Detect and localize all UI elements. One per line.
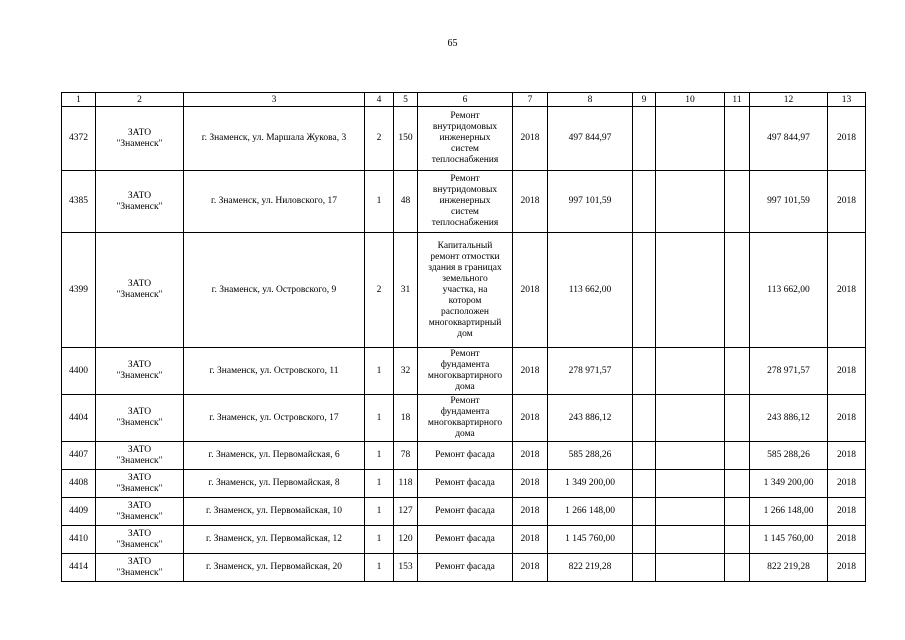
- cell-col13-year: [828, 554, 866, 582]
- cell-col9: [633, 498, 656, 526]
- cell-col4: [365, 498, 394, 526]
- cell-col5-text: 127: [398, 506, 413, 516]
- cell-col5-text: 31: [400, 284, 411, 295]
- cell-col9: [633, 470, 656, 498]
- cell-municipality: [96, 233, 184, 348]
- cell-col13-year-text: 2018: [837, 284, 856, 295]
- cell-year-text: 2018: [520, 478, 540, 488]
- cell-col9: [633, 395, 656, 442]
- cell-col9: [633, 348, 656, 395]
- cell-col12-cost: [750, 171, 828, 233]
- cell-work-type-line: многоквартирного: [427, 371, 503, 381]
- cell-year-text: 2018: [520, 562, 540, 572]
- cell-work-type-line: Ремонт фасада: [435, 562, 495, 572]
- cell-address: [184, 470, 365, 498]
- cell-col5: [394, 348, 418, 395]
- cell-col11: [725, 395, 750, 442]
- cell-col5-text: 153: [398, 562, 413, 572]
- cell-col12-cost-text: 113 662,00: [767, 284, 810, 295]
- cell-work-type-line: теплоснабжения: [431, 218, 499, 228]
- cell-col11: [725, 554, 750, 582]
- table-row: [62, 498, 866, 526]
- column-header: 10: [656, 93, 725, 107]
- cell-municipality-line: "Знаменск": [116, 567, 163, 578]
- cell-year: [513, 348, 548, 395]
- cell-col11: [725, 348, 750, 395]
- cell-col13-year-text: 2018: [837, 133, 856, 143]
- cell-number: [62, 498, 96, 526]
- cell-municipality: [96, 554, 184, 582]
- cell-total-cost: [548, 554, 633, 582]
- column-header: 5: [394, 93, 418, 107]
- cell-address: [184, 171, 365, 233]
- cell-total-cost-text: 1 266 148,00: [565, 506, 615, 516]
- cell-work-type-line: теплоснабжения: [431, 155, 499, 165]
- cell-col4: [365, 107, 394, 171]
- cell-total-cost-text: 278 971,57: [568, 365, 612, 376]
- cell-col12-cost: [750, 233, 828, 348]
- cell-work-type-line: систем: [451, 144, 479, 154]
- cell-municipality: [96, 470, 184, 498]
- cell-col5-text: 32: [400, 365, 411, 376]
- cell-col11: [725, 498, 750, 526]
- cell-year: [513, 526, 548, 554]
- cell-municipality: [96, 526, 184, 554]
- cell-total-cost-text: 497 844,97: [568, 133, 612, 143]
- cell-col12-cost: [750, 442, 828, 470]
- table-row: [62, 442, 866, 470]
- cell-col10: [656, 107, 725, 171]
- cell-number: [62, 470, 96, 498]
- cell-municipality: [96, 498, 184, 526]
- cell-col10: [656, 348, 725, 395]
- cell-col12-cost: [750, 348, 828, 395]
- cell-col13-year: [828, 107, 866, 171]
- cell-work-type: [418, 233, 513, 348]
- cell-work-type-line: Ремонт фасада: [435, 450, 495, 460]
- cell-col12-cost-text: 997 101,59: [767, 196, 810, 206]
- cell-col12-cost: [750, 526, 828, 554]
- cell-col10: [656, 395, 725, 442]
- cell-work-type-line: котором: [448, 295, 482, 306]
- cell-col13-year: [828, 470, 866, 498]
- cell-work-type-line: дома: [455, 429, 475, 439]
- works-table: [61, 92, 866, 582]
- cell-col11: [725, 171, 750, 233]
- cell-total-cost: [548, 348, 633, 395]
- cell-col10: [656, 498, 725, 526]
- table-row: [62, 526, 866, 554]
- cell-municipality: [96, 395, 184, 442]
- cell-municipality-line: "Знаменск": [116, 201, 163, 212]
- cell-col4-text: 1: [376, 365, 382, 376]
- table-body: [62, 107, 866, 582]
- cell-col13-year-text: 2018: [837, 450, 856, 460]
- cell-total-cost: [548, 107, 633, 171]
- cell-col9: [633, 107, 656, 171]
- cell-col12-cost-text: 1 145 760,00: [763, 534, 814, 544]
- table-row: [62, 395, 866, 442]
- cell-number: [62, 348, 96, 395]
- cell-col5-text: 18: [400, 412, 411, 423]
- cell-col12-cost-text: 497 844,97: [767, 133, 810, 143]
- cell-work-type-line: Ремонт фасада: [435, 506, 495, 516]
- table-row: [62, 554, 866, 582]
- table-row: [62, 233, 866, 348]
- cell-col13-year-text: 2018: [837, 506, 856, 516]
- cell-year-text: 2018: [520, 450, 540, 460]
- cell-year-text: 2018: [520, 412, 540, 423]
- cell-col5: [394, 442, 418, 470]
- cell-work-type: [418, 526, 513, 554]
- cell-work-type-line: систем: [451, 207, 479, 217]
- cell-col12-cost-text: 278 971,57: [767, 365, 810, 376]
- cell-number-text: 4408: [69, 478, 88, 488]
- cell-work-type-line: Ремонт фасада: [435, 478, 495, 488]
- cell-year-text: 2018: [520, 284, 540, 295]
- cell-municipality-line: "Знаменск": [116, 483, 163, 494]
- cell-total-cost-text: 585 288,26: [568, 450, 612, 460]
- column-header: 3: [184, 93, 365, 107]
- cell-col13-year-text: 2018: [837, 365, 856, 376]
- cell-municipality-line: ЗАТО: [127, 127, 152, 138]
- cell-col4-text: 1: [376, 450, 382, 460]
- cell-col13-year: [828, 348, 866, 395]
- cell-col10: [656, 470, 725, 498]
- cell-work-type: [418, 498, 513, 526]
- cell-municipality: [96, 107, 184, 171]
- cell-address-text: г. Знаменск, ул. Островского, 11: [209, 365, 339, 376]
- cell-col5: [394, 233, 418, 348]
- cell-work-type: [418, 395, 513, 442]
- cell-work-type-line: Ремонт: [450, 174, 480, 184]
- cell-year-text: 2018: [520, 133, 540, 143]
- cell-year: [513, 498, 548, 526]
- cell-address: [184, 526, 365, 554]
- cell-col5: [394, 554, 418, 582]
- cell-col13-year-text: 2018: [837, 562, 856, 572]
- cell-col12-cost-text: 1 266 148,00: [763, 506, 814, 516]
- cell-col4: [365, 470, 394, 498]
- cell-year: [513, 470, 548, 498]
- cell-col12-cost-text: 243 886,12: [767, 412, 810, 423]
- cell-number: [62, 554, 96, 582]
- column-header: 1: [62, 93, 96, 107]
- cell-municipality: [96, 171, 184, 233]
- cell-work-type-line: фундамента: [440, 407, 490, 417]
- cell-col13-year-text: 2018: [837, 478, 856, 488]
- cell-address-text: г. Знаменск, ул. Островского, 9: [211, 284, 337, 295]
- cell-col13-year-text: 2018: [837, 412, 856, 423]
- cell-col13-year: [828, 442, 866, 470]
- cell-col13-year-text: 2018: [837, 196, 856, 206]
- cell-number: [62, 171, 96, 233]
- cell-col13-year: [828, 233, 866, 348]
- cell-address-text: г. Знаменск, ул. Маршала Жукова, 3: [201, 133, 347, 143]
- cell-total-cost-text: 997 101,59: [568, 196, 612, 206]
- cell-municipality-line: ЗАТО: [127, 360, 152, 370]
- cell-col4-text: 2: [376, 284, 382, 295]
- cell-col9: [633, 554, 656, 582]
- cell-number-text: 4399: [69, 284, 88, 295]
- cell-number-text: 4372: [69, 133, 88, 143]
- column-header: 4: [365, 93, 394, 107]
- table-row: [62, 171, 866, 233]
- cell-municipality-line: ЗАТО: [127, 190, 152, 201]
- cell-col4-text: 1: [376, 196, 382, 206]
- cell-work-type: [418, 171, 513, 233]
- cell-col4-text: 1: [376, 506, 382, 516]
- cell-total-cost-text: 113 662,00: [568, 284, 612, 295]
- cell-year: [513, 107, 548, 171]
- column-header: 2: [96, 93, 184, 107]
- cell-number: [62, 107, 96, 171]
- cell-col4-text: 1: [376, 534, 382, 544]
- cell-col5-text: 48: [400, 196, 411, 206]
- cell-address-text: г. Знаменск, ул. Первомайская, 12: [206, 534, 342, 544]
- table-row: [62, 348, 866, 395]
- cell-col5: [394, 171, 418, 233]
- cell-work-type: [418, 554, 513, 582]
- cell-col10: [656, 442, 725, 470]
- cell-number-text: 4407: [69, 450, 88, 460]
- cell-col5: [394, 498, 418, 526]
- cell-number-text: 4404: [69, 412, 88, 423]
- cell-address-text: г. Знаменск, ул. Островского, 17: [209, 412, 339, 423]
- page-number: 65: [447, 38, 458, 49]
- cell-col12-cost-text: 822 219,28: [767, 562, 810, 572]
- cell-col12-cost: [750, 107, 828, 171]
- cell-col5: [394, 526, 418, 554]
- cell-year-text: 2018: [520, 196, 540, 206]
- cell-col5-text: 150: [398, 133, 413, 143]
- cell-col10: [656, 526, 725, 554]
- cell-col4-text: 2: [376, 133, 382, 143]
- column-header: 9: [633, 93, 656, 107]
- cell-municipality-line: ЗАТО: [127, 528, 152, 539]
- cell-number-text: 4409: [69, 506, 88, 516]
- cell-col4: [365, 348, 394, 395]
- cell-work-type-line: Ремонт: [450, 111, 480, 121]
- cell-work-type-line: многоквартирный: [428, 317, 502, 328]
- cell-year-text: 2018: [520, 534, 540, 544]
- cell-col4: [365, 395, 394, 442]
- cell-work-type: [418, 107, 513, 171]
- column-header: 6: [418, 93, 513, 107]
- cell-col11: [725, 526, 750, 554]
- cell-col12-cost-text: 1 349 200,00: [763, 478, 814, 488]
- cell-col13-year: [828, 395, 866, 442]
- cell-number: [62, 526, 96, 554]
- cell-address-text: г. Знаменск, ул. Ниловского, 17: [211, 196, 337, 206]
- cell-work-type: [418, 348, 513, 395]
- cell-work-type-line: многоквартирного: [427, 418, 503, 428]
- cell-col4: [365, 171, 394, 233]
- cell-col5: [394, 107, 418, 171]
- table-row: [62, 107, 866, 171]
- cell-work-type-line: дом: [457, 328, 473, 339]
- cell-col5: [394, 395, 418, 442]
- cell-col11: [725, 107, 750, 171]
- cell-col4-text: 1: [376, 478, 382, 488]
- cell-work-type-line: дома: [455, 382, 475, 392]
- cell-municipality-line: ЗАТО: [127, 279, 152, 289]
- cell-work-type: [418, 442, 513, 470]
- cell-total-cost-text: 1 349 200,00: [565, 478, 615, 488]
- cell-number: [62, 233, 96, 348]
- cell-municipality-line: ЗАТО: [127, 500, 152, 511]
- cell-work-type-line: ремонт отмостки: [430, 251, 500, 262]
- cell-year: [513, 171, 548, 233]
- cell-number-text: 4385: [69, 196, 88, 206]
- cell-address-text: г. Знаменск, ул. Первомайская, 20: [206, 562, 342, 572]
- cell-col10: [656, 171, 725, 233]
- cell-total-cost: [548, 233, 633, 348]
- cell-work-type-line: внутридомовых: [432, 122, 498, 132]
- cell-address: [184, 498, 365, 526]
- header-row: [62, 93, 866, 107]
- cell-work-type-line: Ремонт: [450, 396, 480, 406]
- cell-col9: [633, 442, 656, 470]
- cell-total-cost: [548, 171, 633, 233]
- cell-total-cost: [548, 498, 633, 526]
- cell-work-type-line: расположен: [441, 306, 489, 317]
- cell-year-text: 2018: [520, 365, 540, 376]
- cell-col9: [633, 171, 656, 233]
- cell-address: [184, 395, 365, 442]
- cell-work-type-line: здания в границах: [428, 262, 502, 273]
- cell-col4: [365, 554, 394, 582]
- cell-address: [184, 233, 365, 348]
- cell-col13-year: [828, 171, 866, 233]
- cell-work-type-line: инженерных: [439, 133, 491, 143]
- column-header: 7: [513, 93, 548, 107]
- cell-total-cost-text: 1 145 760,00: [565, 534, 615, 544]
- cell-col4-text: 1: [376, 412, 382, 423]
- cell-col12-cost: [750, 395, 828, 442]
- cell-work-type-line: фундамента: [440, 360, 490, 370]
- cell-year: [513, 233, 548, 348]
- cell-address-text: г. Знаменск, ул. Первомайская, 8: [208, 478, 340, 488]
- cell-col9: [633, 233, 656, 348]
- cell-year: [513, 442, 548, 470]
- cell-col4: [365, 442, 394, 470]
- cell-number-text: 4414: [69, 562, 88, 572]
- cell-col10: [656, 233, 725, 348]
- cell-total-cost: [548, 395, 633, 442]
- cell-municipality-line: ЗАТО: [127, 556, 152, 567]
- cell-col13-year: [828, 526, 866, 554]
- cell-col4: [365, 526, 394, 554]
- cell-col11: [725, 470, 750, 498]
- cell-work-type-line: Капитальный: [437, 240, 493, 251]
- cell-col5-text: 78: [400, 450, 411, 460]
- column-header: 13: [828, 93, 866, 107]
- cell-address: [184, 348, 365, 395]
- cell-municipality-line: "Знаменск": [116, 455, 163, 466]
- cell-col12-cost: [750, 554, 828, 582]
- cell-municipality: [96, 442, 184, 470]
- cell-work-type-line: участка, на: [442, 284, 488, 295]
- cell-year: [513, 554, 548, 582]
- cell-col12-cost: [750, 498, 828, 526]
- cell-address-text: г. Знаменск, ул. Первомайская, 10: [206, 506, 342, 516]
- cell-total-cost-text: 243 886,12: [568, 412, 612, 423]
- cell-number: [62, 442, 96, 470]
- cell-municipality: [96, 348, 184, 395]
- cell-municipality-line: ЗАТО: [127, 472, 152, 483]
- cell-total-cost: [548, 526, 633, 554]
- cell-total-cost: [548, 442, 633, 470]
- cell-work-type-line: Ремонт: [450, 349, 480, 359]
- cell-address: [184, 554, 365, 582]
- cell-col11: [725, 442, 750, 470]
- table-row: [62, 470, 866, 498]
- cell-address-text: г. Знаменск, ул. Первомайская, 6: [208, 450, 340, 460]
- cell-total-cost: [548, 470, 633, 498]
- cell-work-type-line: земельного: [442, 273, 488, 284]
- cell-work-type: [418, 470, 513, 498]
- cell-municipality-line: "Знаменск": [116, 418, 163, 428]
- cell-year: [513, 395, 548, 442]
- cell-work-type-line: инженерных: [439, 196, 491, 206]
- cell-col10: [656, 554, 725, 582]
- cell-col5-text: 118: [398, 478, 413, 488]
- cell-col11: [725, 233, 750, 348]
- cell-municipality-line: "Знаменск": [116, 371, 163, 381]
- cell-municipality-line: "Знаменск": [116, 539, 163, 550]
- column-header: 11: [725, 93, 750, 107]
- cell-municipality-line: "Знаменск": [116, 511, 163, 522]
- cell-col9: [633, 526, 656, 554]
- cell-col12-cost: [750, 470, 828, 498]
- column-header: 12: [750, 93, 828, 107]
- cell-col12-cost-text: 585 288,26: [767, 450, 810, 460]
- cell-address: [184, 107, 365, 171]
- cell-municipality-line: "Знаменск": [116, 138, 163, 149]
- cell-municipality-line: ЗАТО: [127, 407, 152, 417]
- column-header: 8: [548, 93, 633, 107]
- cell-year-text: 2018: [520, 506, 540, 516]
- cell-total-cost-text: 822 219,28: [568, 562, 612, 572]
- cell-col4: [365, 233, 394, 348]
- cell-col4-text: 1: [376, 562, 382, 572]
- cell-municipality-line: "Знаменск": [116, 290, 163, 300]
- cell-col13-year: [828, 498, 866, 526]
- cell-work-type-line: внутридомовых: [432, 185, 498, 195]
- cell-municipality-line: ЗАТО: [127, 444, 152, 455]
- cell-number-text: 4400: [69, 365, 88, 376]
- cell-number-text: 4410: [69, 534, 88, 544]
- cell-col5-text: 120: [398, 534, 413, 544]
- cell-work-type-line: Ремонт фасада: [435, 534, 495, 544]
- cell-address: [184, 442, 365, 470]
- cell-col13-year-text: 2018: [837, 534, 856, 544]
- cell-number: [62, 395, 96, 442]
- cell-col5: [394, 470, 418, 498]
